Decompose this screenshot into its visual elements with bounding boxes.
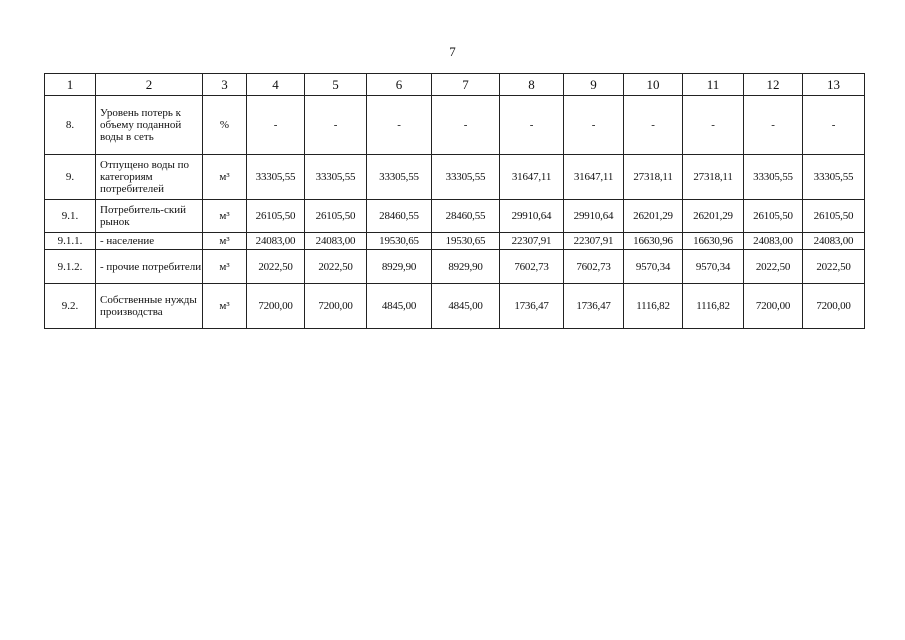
table-cell: 27318,11: [683, 155, 744, 200]
column-header: 6: [367, 74, 432, 96]
row-number: 9.1.: [45, 200, 96, 233]
column-header: 9: [564, 74, 624, 96]
row-unit: м³: [203, 284, 247, 329]
table-cell: 22307,91: [564, 233, 624, 250]
table-cell: 33305,55: [367, 155, 432, 200]
table-cell: 16630,96: [683, 233, 744, 250]
table-cell: 29910,64: [500, 200, 564, 233]
table-cell: 24083,00: [744, 233, 803, 250]
row-name: Уровень потерь к объему поданной воды в сеть: [96, 96, 203, 155]
table-cell: 24083,00: [247, 233, 305, 250]
table-row: [45, 155, 865, 200]
table-cell: 7200,00: [803, 284, 865, 329]
page-number: 7: [449, 44, 456, 59]
row-number: 9.2.: [45, 284, 96, 329]
table-cell: 33305,55: [305, 155, 367, 200]
table-row: [45, 233, 865, 250]
table-cell: 28460,55: [432, 200, 500, 233]
table-cell: 22307,91: [500, 233, 564, 250]
table-cell: 19530,65: [432, 233, 500, 250]
row-number: 9.1.1.: [45, 233, 96, 250]
column-header: 12: [744, 74, 803, 96]
row-name: - прочие потребители: [96, 250, 203, 284]
table-cell: 33305,55: [803, 155, 865, 200]
table-cell: -: [305, 96, 367, 155]
table-cell: 1116,82: [624, 284, 683, 329]
data-table: [44, 73, 865, 329]
table-cell: 4845,00: [367, 284, 432, 329]
column-header: 11: [683, 74, 744, 96]
row-unit: %: [203, 96, 247, 155]
table-cell: -: [247, 96, 305, 155]
table-cell: 27318,11: [624, 155, 683, 200]
table-cell: 26201,29: [624, 200, 683, 233]
table-cell: 7602,73: [500, 250, 564, 284]
table-cell: 16630,96: [624, 233, 683, 250]
column-header: 13: [803, 74, 865, 96]
table-cell: 29910,64: [564, 200, 624, 233]
table-cell: -: [744, 96, 803, 155]
header-row: [45, 74, 865, 96]
table-cell: 7602,73: [564, 250, 624, 284]
table-cell: 1736,47: [564, 284, 624, 329]
table-cell: 24083,00: [803, 233, 865, 250]
row-name: Собственные нужды производства: [96, 284, 203, 329]
column-header: 4: [247, 74, 305, 96]
table-cell: -: [683, 96, 744, 155]
table-cell: 7200,00: [744, 284, 803, 329]
table-cell: 7200,00: [247, 284, 305, 329]
table-cell: 8929,90: [432, 250, 500, 284]
table-cell: 4845,00: [432, 284, 500, 329]
column-header: 1: [45, 74, 96, 96]
table-cell: 26105,50: [803, 200, 865, 233]
row-unit: м³: [203, 155, 247, 200]
row-unit: м³: [203, 250, 247, 284]
column-header: 3: [203, 74, 247, 96]
row-name: Отпущено воды по категориям потребителей: [96, 155, 203, 200]
table-cell: 19530,65: [367, 233, 432, 250]
row-unit: м³: [203, 233, 247, 250]
table-cell: 28460,55: [367, 200, 432, 233]
table-cell: -: [564, 96, 624, 155]
table-row: [45, 250, 865, 284]
table-cell: 33305,55: [744, 155, 803, 200]
table-row: [45, 200, 865, 233]
column-header: 10: [624, 74, 683, 96]
table-cell: 9570,34: [624, 250, 683, 284]
column-header: 7: [432, 74, 500, 96]
table-cell: -: [432, 96, 500, 155]
table-cell: 33305,55: [247, 155, 305, 200]
column-header: 5: [305, 74, 367, 96]
table-cell: 26105,50: [744, 200, 803, 233]
row-number: 9.: [45, 155, 96, 200]
table-cell: 24083,00: [305, 233, 367, 250]
table-cell: 2022,50: [744, 250, 803, 284]
row-name: - население: [96, 233, 203, 250]
table-cell: -: [624, 96, 683, 155]
table-cell: 7200,00: [305, 284, 367, 329]
table-cell: -: [500, 96, 564, 155]
table-cell: 31647,11: [500, 155, 564, 200]
table-cell: 8929,90: [367, 250, 432, 284]
table-cell: 33305,55: [432, 155, 500, 200]
table-cell: 26105,50: [247, 200, 305, 233]
row-number: 8.: [45, 96, 96, 155]
table-row: [45, 96, 865, 155]
table-cell: 1116,82: [683, 284, 744, 329]
table-row: [45, 284, 865, 329]
row-unit: м³: [203, 200, 247, 233]
table-cell: 31647,11: [564, 155, 624, 200]
table-cell: 1736,47: [500, 284, 564, 329]
table-cell: 26201,29: [683, 200, 744, 233]
table-cell: 2022,50: [803, 250, 865, 284]
table-cell: 9570,34: [683, 250, 744, 284]
table-cell: 2022,50: [247, 250, 305, 284]
column-header: 8: [500, 74, 564, 96]
table-cell: -: [803, 96, 865, 155]
table-cell: -: [367, 96, 432, 155]
row-name: Потребитель-ский рынок: [96, 200, 203, 233]
row-number: 9.1.2.: [45, 250, 96, 284]
table-cell: 26105,50: [305, 200, 367, 233]
column-header: 2: [96, 74, 203, 96]
table-cell: 2022,50: [305, 250, 367, 284]
